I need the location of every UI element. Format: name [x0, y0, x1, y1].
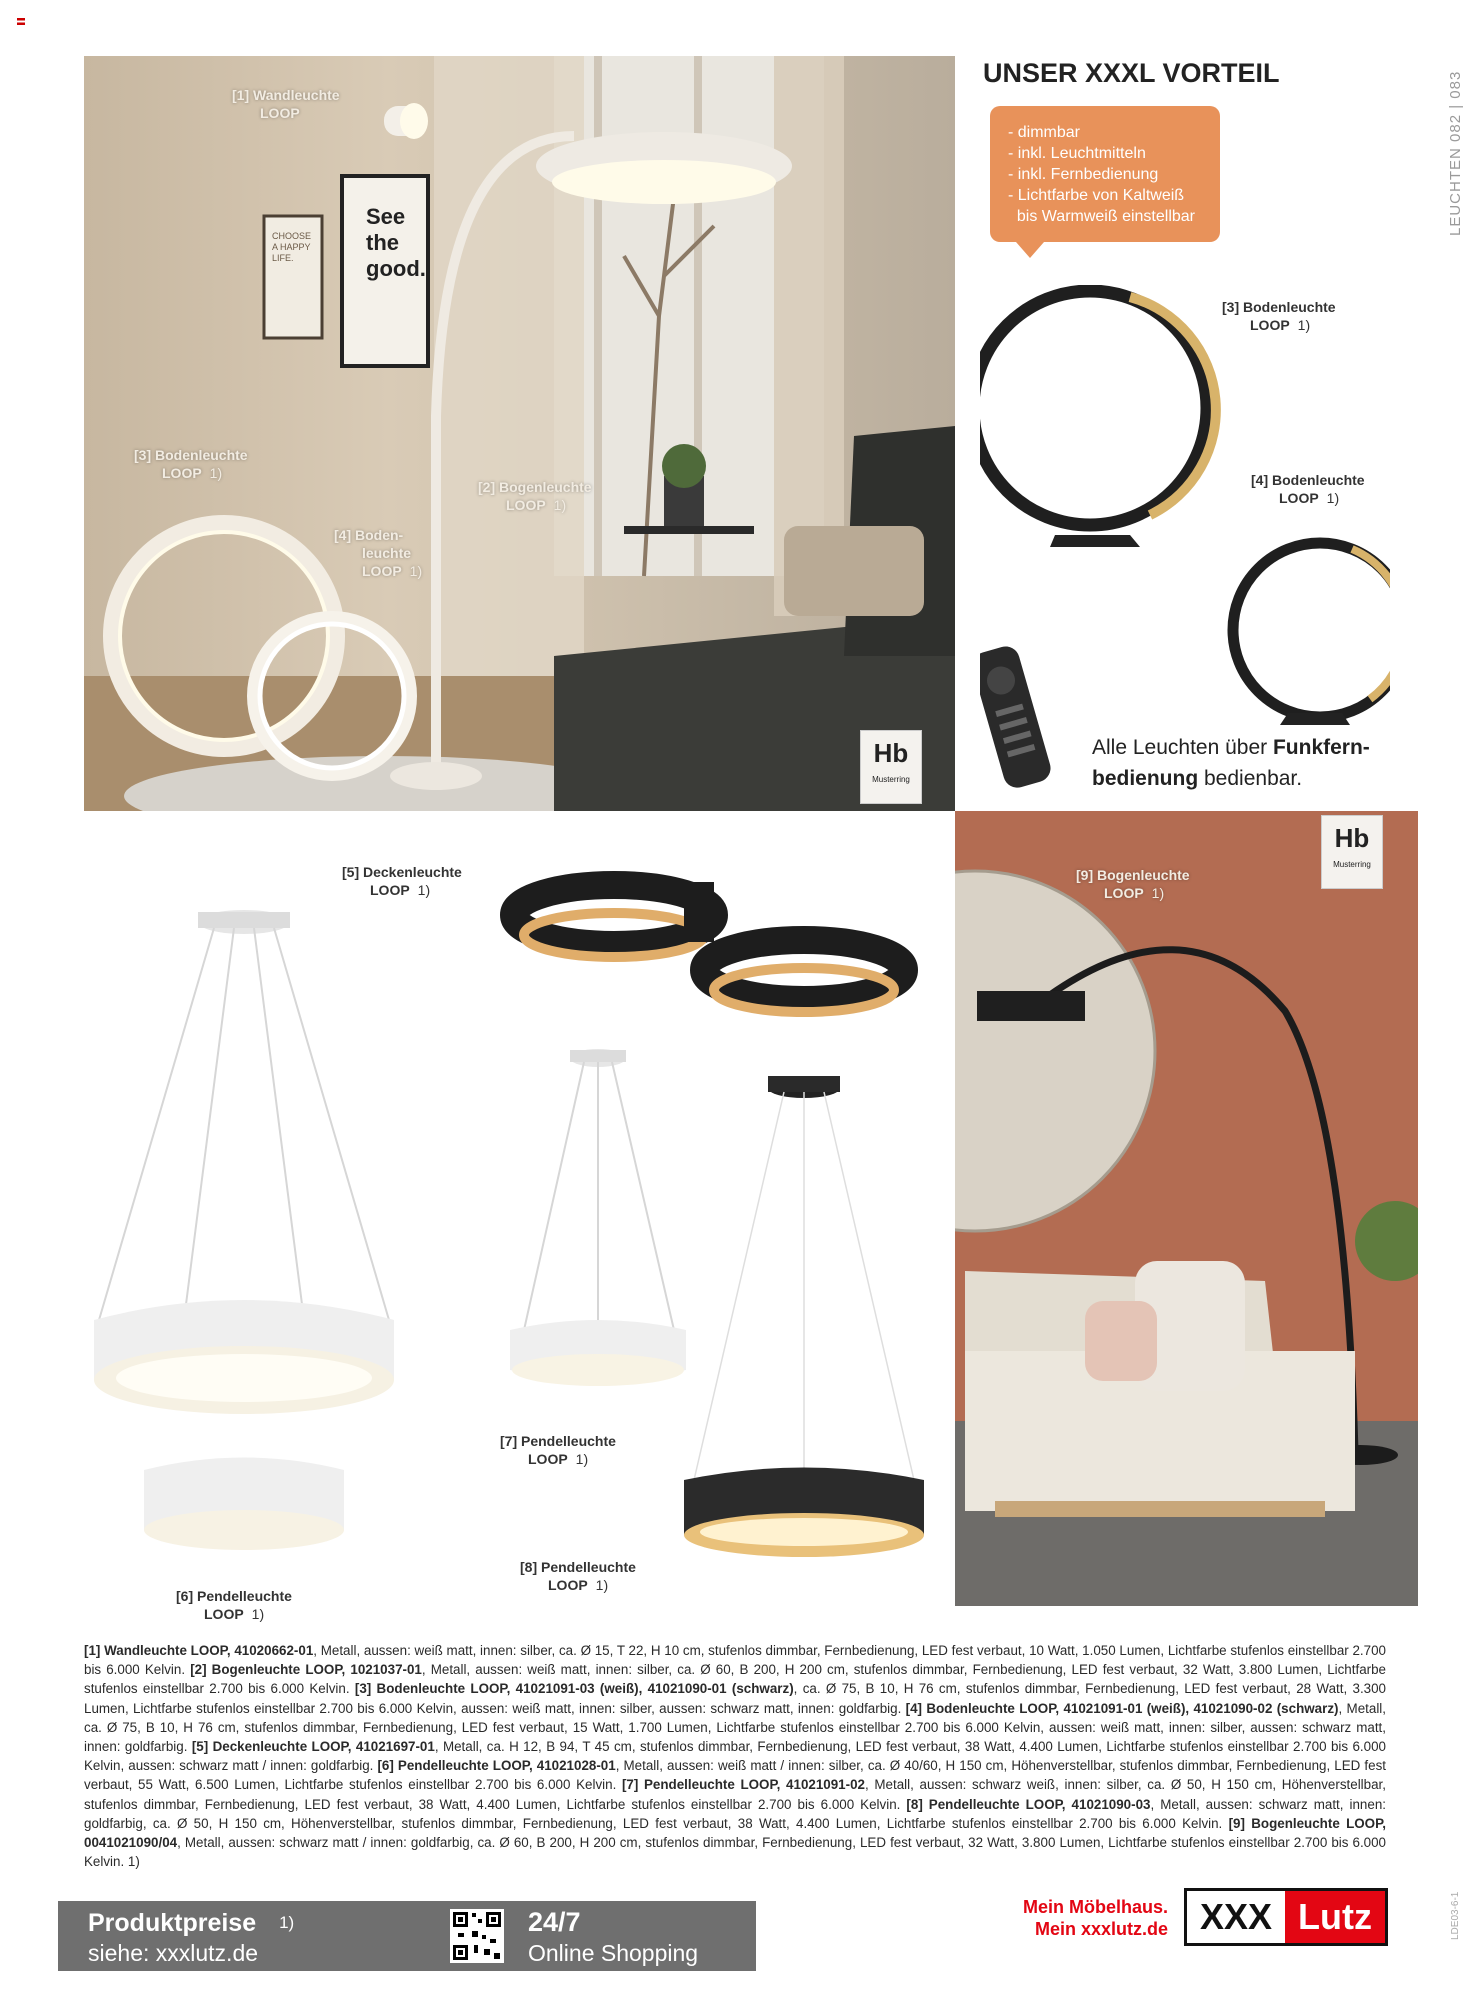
hours-label: 24/7: [528, 1907, 581, 1937]
label-p6: [6] Pendelleuchte LOOP 1): [176, 1588, 292, 1622]
spec-3: [3] Bodenleuchte LOOP, 41021091-03 (weiß), 41021090-01 (schwarz), ca. Ø 75, B 10, H 76 cm, stufenlos dimmbar, Fernbedienung, LED fest verbaut, 28 Watt, 3.300 Lumen, Lichtfarbe stufenlos einstellbar 2.700 bis 6.000 Kelvin, aussen: weiß matt, innen: silber, aussen: schwarz matt, innen: goldfarbig.: [84, 1681, 1387, 1716]
arc-lamp-photo: [955, 811, 1418, 1606]
footer-banner[interactable]: [58, 1901, 756, 1971]
label-p7: [7] Pendelleuchte LOOP 1): [500, 1433, 616, 1467]
poster-text: See the good.: [366, 204, 426, 281]
label-p1: [1] Wandleuchte LOOP: [232, 87, 340, 121]
section-vertical-label: LEUCHTEN 082 | 083: [1447, 70, 1464, 236]
spec-1: [1] Wandleuchte LOOP, 41020662-01, Metall, aussen: weiß matt, innen: silber, ca. Ø 15, T 22, H 10 cm, stufenlos dimmbar, Fernbedienung, LED fest verbaut, 10 Watt, 1.050 Lumen, Lichtfarbe stufenlos einstellbar 2.700 bis 6.000 Kelvin.: [84, 1643, 1386, 1678]
musterring-logo-icon-2: Hb: [1334, 823, 1370, 853]
spec-9: [9] Bogenleuchte LOOP, 0041021090/04, Metall, aussen: schwarz matt / innen: goldfarbig, ca. Ø 60, B 200, H 200 cm, stufenlos dimmbar, Fernbedienung, LED fest verbaut, 32 Watt, 3.800 Lumen, Lichtfarbe stufenlos einstellbar 2.700 bis 6.000 Kelvin. 1): [84, 1815, 1386, 1870]
musterring-badge-2: Hb Musterring: [1321, 815, 1383, 889]
prices-title: Produktpreise 1): [88, 1909, 295, 1937]
label-p3b: [3] Bodenleuchte LOOP 1): [1222, 299, 1336, 333]
spec-4: [4] Bodenleuchte LOOP, 41021091-01 (weiß), 41021090-02 (schwarz), Metall, ca. Ø 75, B 10, H 76 cm, stufenlos dimmbar, Fernbedienung, LED fest verbaut, 15 Watt, 1.700 Lumen, Lichtfarbe stufenlos einstellbar 2.700 bis 6.000 Kelvin, aussen: weiß matt, innen: silber, aussen: schwarz matt, innen: goldfarbig.: [84, 1700, 1386, 1755]
label-p9: [9] Bogenleuchte LOOP 1): [1076, 867, 1190, 901]
online-shopping-label: Online Shopping: [528, 1940, 699, 1966]
room-scene: [84, 56, 955, 811]
slogan: Mein Möbelhaus. Mein xxxlutz.de: [1022, 1897, 1168, 1939]
vorteil-heading: UNSER XXXL VORTEIL: [983, 58, 1280, 88]
arc-lamp-scene: [955, 811, 1418, 1606]
label-p5: [5] Deckenleuchte LOOP 1): [342, 864, 462, 898]
musterring-badge: Hb Musterring: [860, 730, 922, 804]
label-p8: [8] Pendelleuchte LOOP 1): [520, 1559, 636, 1593]
spec-7: [7] Pendelleuchte LOOP, 41021091-02, Metall, aussen: schwarz weiß, innen: silber, ca. Ø 50, H 150 cm, Höhenverstellbar, stufenlos dimmbar, Fernbedienung, LED fest verbaut, 38 Watt, 4.400 Lumen, Lichtfarbe stufenlos einstellbar 2.700 bis 6.000 Kelvin.: [84, 1777, 1386, 1812]
prices-url[interactable]: siehe: xxxlutz.de: [88, 1940, 259, 1966]
xxxlutz-logo[interactable]: XXX Lutz: [1184, 1888, 1388, 1946]
musterring-logo-icon: Hb: [873, 738, 909, 768]
remote-caption: Alle Leuchten über Funkfern- bedienung bedienbar.: [1092, 736, 1370, 790]
living-room-photo: [84, 56, 955, 811]
poster-small-text: CHOOSE A HAPPY LIFE.: [272, 231, 312, 263]
label-p4b: [4] Bodenleuchte LOOP 1): [1251, 472, 1365, 506]
flag-mark: [17, 18, 25, 25]
spec-6: [6] Pendelleuchte LOOP, 41021028-01, Metall, aussen: weiß matt / innen: silber, ca. Ø 40/60, H 150 cm, Höhenverstellbar, stufenlos dimmbar, Fernbedienung, LED fest verbaut, 55 Watt, 6.500 Lumen, Lichtfarbe stufenlos einstellbar 2.700 bis 6.000 Kelvin.: [84, 1758, 1386, 1793]
spec-5: [5] Deckenleuchte LOOP, 41021697-01, Metall, ca. H 12, B 94, T 45 cm, stufenlos dimmbar, Fernbedienung, LED fest verbaut, 38 Watt, 4.400 Lumen, Lichtfarbe stufenlos einstellbar 2.700 bis 6.000 Kelvin, aussen: schwarz matt / innen: goldfarbig.: [84, 1739, 1386, 1774]
ref-code: LDE03-6-1: [1450, 1891, 1461, 1940]
qr-code-icon[interactable]: [450, 1909, 504, 1963]
vorteil-callout: - dimmbar - inkl. Leuchtmitteln - inkl. Fernbedienung - Lichtfarbe von Kaltweiß bis Warmweiß einstellbar: [990, 106, 1220, 242]
label-p2: [2] Bogenleuchte LOOP 1): [478, 479, 592, 513]
label-p3a: [3] Bodenleuchte LOOP 1): [134, 447, 248, 481]
pendant-products: [84, 860, 944, 1600]
product-specifications: [84, 1641, 1386, 1871]
label-p4a: [4] Boden- leuchte LOOP 1): [334, 527, 423, 579]
spec-8: [8] Pendelleuchte LOOP, 41021090-03, Metall, aussen: schwarz matt, innen: goldfarbig, ca. Ø 50, H 150 cm, Höhenverstellbar, stufenlos dimmbar, Fernbedienung, LED fest verbaut, 38 Watt, 4.400 Lumen, Lichtfarbe stufenlos einstellbar 2.700 bis 6.000 Kelvin.: [84, 1796, 1386, 1831]
spec-2: [2] Bogenleuchte LOOP, 1021037-01, Metall, aussen: weiß matt, innen: silber, ca. Ø 60, B 200, H 200 cm, stufenlos dimmbar, Fernbedienung, LED fest verbaut, 32 Watt, 3.800 Lumen, Lichtfarbe stufenlos einstellbar 2.700 bis 6.000 Kelvin.: [84, 1662, 1386, 1697]
